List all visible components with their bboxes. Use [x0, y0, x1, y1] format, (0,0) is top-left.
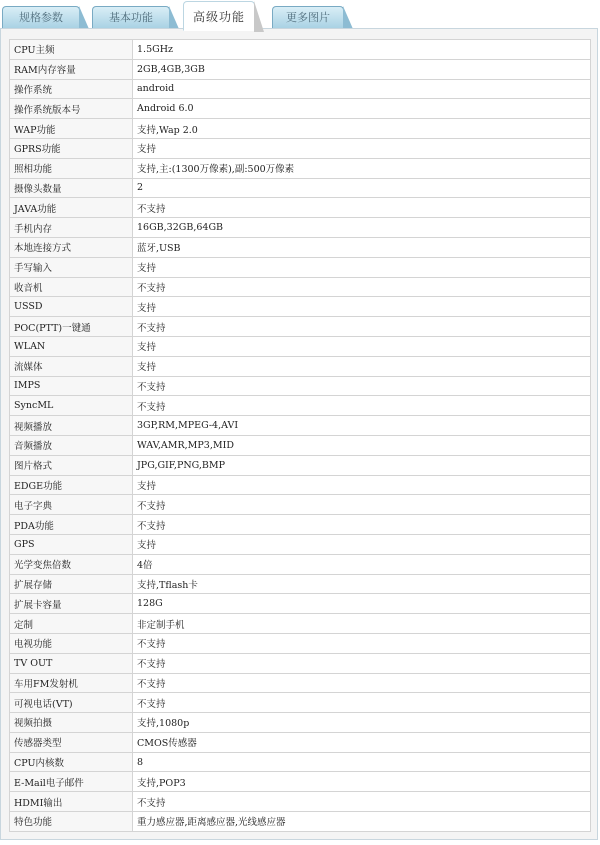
spec-label: 视频播放 — [10, 416, 133, 436]
table-row — [10, 376, 591, 396]
spec-value: 支持 — [133, 336, 591, 356]
spec-label: CPU主频 — [10, 40, 133, 60]
spec-label: WLAN — [10, 336, 133, 356]
spec-label: EDGE功能 — [10, 475, 133, 495]
spec-label: WAP功能 — [10, 119, 133, 139]
spec-label: POC(PTT)一键通 — [10, 317, 133, 337]
spec-label: 摄像头数量 — [10, 178, 133, 198]
spec-label: 光学变焦倍数 — [10, 554, 133, 574]
table-row — [10, 257, 591, 277]
spec-table — [9, 39, 591, 832]
spec-value: android — [133, 79, 591, 99]
spec-value: 不支持 — [133, 653, 591, 673]
tab-basic-features[interactable] — [92, 6, 170, 28]
spec-label: 照相功能 — [10, 158, 133, 178]
spec-value: JPG,GIF,PNG,BMP — [133, 455, 591, 475]
table-row — [10, 416, 591, 436]
table-row — [10, 812, 591, 832]
spec-value: 不支持 — [133, 317, 591, 337]
table-row — [10, 277, 591, 297]
spec-value: 2GB,4GB,3GB — [133, 59, 591, 79]
spec-label: 可视电话(VT) — [10, 693, 133, 713]
spec-value: 16GB,32GB,64GB — [133, 218, 591, 238]
table-row — [10, 594, 591, 614]
spec-label: 音频播放 — [10, 435, 133, 455]
table-row — [10, 396, 591, 416]
spec-label: CPU内核数 — [10, 752, 133, 772]
table-row — [10, 158, 591, 178]
spec-value: 支持 — [133, 297, 591, 317]
table-row — [10, 178, 591, 198]
spec-label: 特色功能 — [10, 812, 133, 832]
spec-value: 支持,1080p — [133, 713, 591, 733]
spec-label: 操作系统 — [10, 79, 133, 99]
spec-value: 不支持 — [133, 693, 591, 713]
table-row — [10, 673, 591, 693]
spec-value: 支持,Wap 2.0 — [133, 119, 591, 139]
spec-value: 1.5GHz — [133, 40, 591, 60]
spec-value: 支持,POP3 — [133, 772, 591, 792]
spec-label: 定制 — [10, 614, 133, 634]
tab-content-panel — [0, 28, 598, 840]
spec-value: 不支持 — [133, 515, 591, 535]
table-row — [10, 455, 591, 475]
table-row — [10, 317, 591, 337]
table-row — [10, 356, 591, 376]
table-row — [10, 693, 591, 713]
table-row — [10, 633, 591, 653]
spec-label: 收音机 — [10, 277, 133, 297]
spec-label: 手机内存 — [10, 218, 133, 238]
spec-label: 电子字典 — [10, 495, 133, 515]
spec-label: IMPS — [10, 376, 133, 396]
spec-value: 支持 — [133, 475, 591, 495]
spec-label: E-Mail电子邮件 — [10, 772, 133, 792]
spec-label: 车用FM发射机 — [10, 673, 133, 693]
spec-value: 不支持 — [133, 376, 591, 396]
spec-value: 蓝牙,USB — [133, 237, 591, 257]
table-row — [10, 732, 591, 752]
spec-value: 128G — [133, 594, 591, 614]
table-row — [10, 237, 591, 257]
spec-label: TV OUT — [10, 653, 133, 673]
tab-advanced-features[interactable] — [183, 1, 255, 31]
table-row — [10, 653, 591, 673]
spec-label: 流媒体 — [10, 356, 133, 376]
spec-value: 8 — [133, 752, 591, 772]
table-row — [10, 59, 591, 79]
spec-label: 本地连接方式 — [10, 237, 133, 257]
spec-value: 支持 — [133, 356, 591, 376]
tab-label: 更多图片 — [286, 11, 330, 24]
spec-label: PDA功能 — [10, 515, 133, 535]
spec-value: 不支持 — [133, 673, 591, 693]
table-row — [10, 475, 591, 495]
spec-label: USSD — [10, 297, 133, 317]
spec-value: 4倍 — [133, 554, 591, 574]
spec-value: 非定制手机 — [133, 614, 591, 634]
spec-value: 不支持 — [133, 277, 591, 297]
table-row — [10, 435, 591, 455]
table-row — [10, 297, 591, 317]
tab-label: 高级功能 — [192, 10, 245, 24]
spec-label: 操作系统版本号 — [10, 99, 133, 119]
spec-value: CMOS传感器 — [133, 732, 591, 752]
table-row — [10, 752, 591, 772]
spec-value: 支持 — [133, 257, 591, 277]
tab-label: 基本功能 — [109, 11, 153, 24]
table-row — [10, 772, 591, 792]
spec-label: 传感器类型 — [10, 732, 133, 752]
spec-value: 2 — [133, 178, 591, 198]
spec-label: SyncML — [10, 396, 133, 416]
spec-label: 电视功能 — [10, 633, 133, 653]
spec-value: WAV,AMR,MP3,MID — [133, 435, 591, 455]
table-row — [10, 198, 591, 218]
spec-label: 视频拍摄 — [10, 713, 133, 733]
table-row — [10, 614, 591, 634]
spec-value: 不支持 — [133, 633, 591, 653]
table-row — [10, 218, 591, 238]
spec-value: 不支持 — [133, 198, 591, 218]
spec-value: 支持,Tflash卡 — [133, 574, 591, 594]
spec-label: HDMI输出 — [10, 792, 133, 812]
table-row — [10, 138, 591, 158]
table-row — [10, 792, 591, 812]
table-row — [10, 99, 591, 119]
spec-value: 不支持 — [133, 792, 591, 812]
spec-value: Android 6.0 — [133, 99, 591, 119]
table-row — [10, 495, 591, 515]
spec-value: 重力感应器,距离感应器,光线感应器 — [133, 812, 591, 832]
spec-label: 扩展存储 — [10, 574, 133, 594]
tab-label: 规格参数 — [19, 11, 63, 24]
tab-specs[interactable] — [2, 6, 80, 28]
table-row — [10, 515, 591, 535]
table-row — [10, 119, 591, 139]
spec-label: JAVA功能 — [10, 198, 133, 218]
spec-label: 扩展卡容量 — [10, 594, 133, 614]
spec-value: 支持 — [133, 138, 591, 158]
table-row — [10, 554, 591, 574]
table-row — [10, 574, 591, 594]
table-row — [10, 713, 591, 733]
table-row — [10, 40, 591, 60]
spec-label: 图片格式 — [10, 455, 133, 475]
spec-label: 手写输入 — [10, 257, 133, 277]
table-row — [10, 79, 591, 99]
table-row — [10, 336, 591, 356]
spec-value: 3GP,RM,MPEG-4,AVI — [133, 416, 591, 436]
spec-label: GPRS功能 — [10, 138, 133, 158]
spec-value: 不支持 — [133, 396, 591, 416]
spec-label: GPS — [10, 534, 133, 554]
table-row — [10, 534, 591, 554]
spec-value: 支持 — [133, 534, 591, 554]
tab-more-images[interactable] — [272, 6, 344, 28]
spec-value: 不支持 — [133, 495, 591, 515]
spec-label: RAM内存容量 — [10, 59, 133, 79]
spec-value: 支持,主:(1300万像素),副:500万像素 — [133, 158, 591, 178]
